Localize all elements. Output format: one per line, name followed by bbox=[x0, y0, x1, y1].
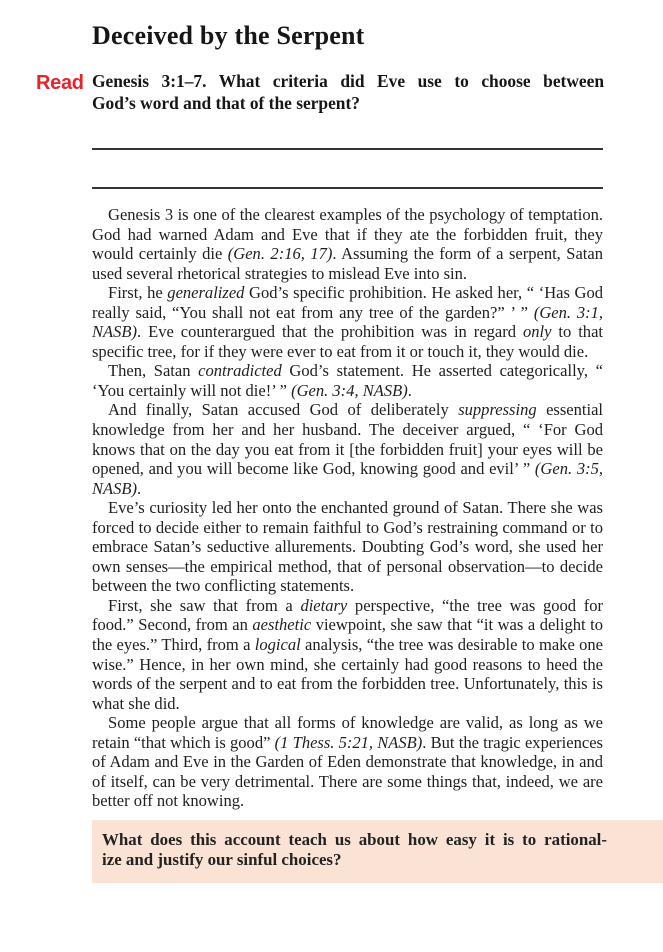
callout-line-2: ize and justify our sinful choices? bbox=[102, 850, 342, 870]
paragraph: First, she saw that from a dietary perspective, “the tree was good for food.” Second, from an aesthetic viewpoint, she saw that “it was a delight to the eyes.” Third, from a logical analysis, “the tree was desirable to make one wise.” Hence, in her own mind, she certainly had good reasons to heed the words of the serpent and to eat from the forbidden tree. Unfortunately, this is what she did. bbox=[92, 595, 603, 713]
paragraph: Eve’s curiosity led her onto the enchanted ground of Satan. There she was forced to decide either to remain faithful to God’s restraining command or to embrace Satan’s seductive allurements. Doubting God’s word, she used her own senses—the empirical method, that of personal observation—to decide between the two conflicting statements. bbox=[92, 498, 603, 596]
paragraph: Genesis 3 is one of the clearest examples of the psychology of temptation. God had warned Adam and Eve that if they ate the forbidden fruit, they would certainly die (Gen. 2:16, 17). Assuming the form of a serpent, Satan used several rhetorical strategies to mislead Eve into sin. bbox=[92, 205, 604, 283]
read-section bbox=[36, 71, 604, 115]
read-label: Read bbox=[36, 72, 84, 94]
paragraph: And finally, Satan accused God of deliberately suppressing essential knowledge from her and her husband. The deceiver argued, “ ‘For God knows that on the day you eat from it [the forbidden fruit] your eyes will be opened, and you will become like God, knowing good and evil’ ” (Gen. 3:5, NASB). bbox=[92, 400, 603, 498]
question-line-2: God’s word and that of the serpent? bbox=[92, 92, 360, 113]
callout-box bbox=[92, 820, 663, 883]
answer-line bbox=[92, 187, 603, 189]
paragraph: Then, Satan contradicted God’s statement. He asserted categorically, “ ‘You certainly will not die!’ ” (Gen. 3:4, NASB). bbox=[92, 361, 603, 400]
body-text bbox=[92, 205, 603, 811]
answer-line bbox=[92, 148, 603, 150]
content-flow bbox=[92, 205, 607, 883]
page-title: Deceived by the Serpent bbox=[92, 21, 365, 50]
callout-line-1: What does this account teach us about how easy it is to rational- bbox=[102, 829, 607, 849]
paragraph: First, he generalized God’s specific prohibition. He asked her, “ ‘Has God really said, “You shall not eat from any tree of the garden?” ’ ” (Gen. 3:1, NASB). Eve counterargued that the prohibition was in regard only to that specific tree, for if they were ever to eat from it or touch it, they would die. bbox=[92, 283, 604, 361]
question-line-1: Genesis 3:1–7. What criteria did Eve use to choose between bbox=[92, 71, 604, 91]
paragraph: Some people argue that all forms of knowledge are valid, as long as we retain “that which is good” (1 Thess. 5:21, NASB). But the tragic experiences of Adam and Eve in the Garden of Eden demonstrate that knowledge, in and of itself, can be very detrimental. There are some things that, indeed, we are better off not knowing. bbox=[92, 713, 603, 811]
